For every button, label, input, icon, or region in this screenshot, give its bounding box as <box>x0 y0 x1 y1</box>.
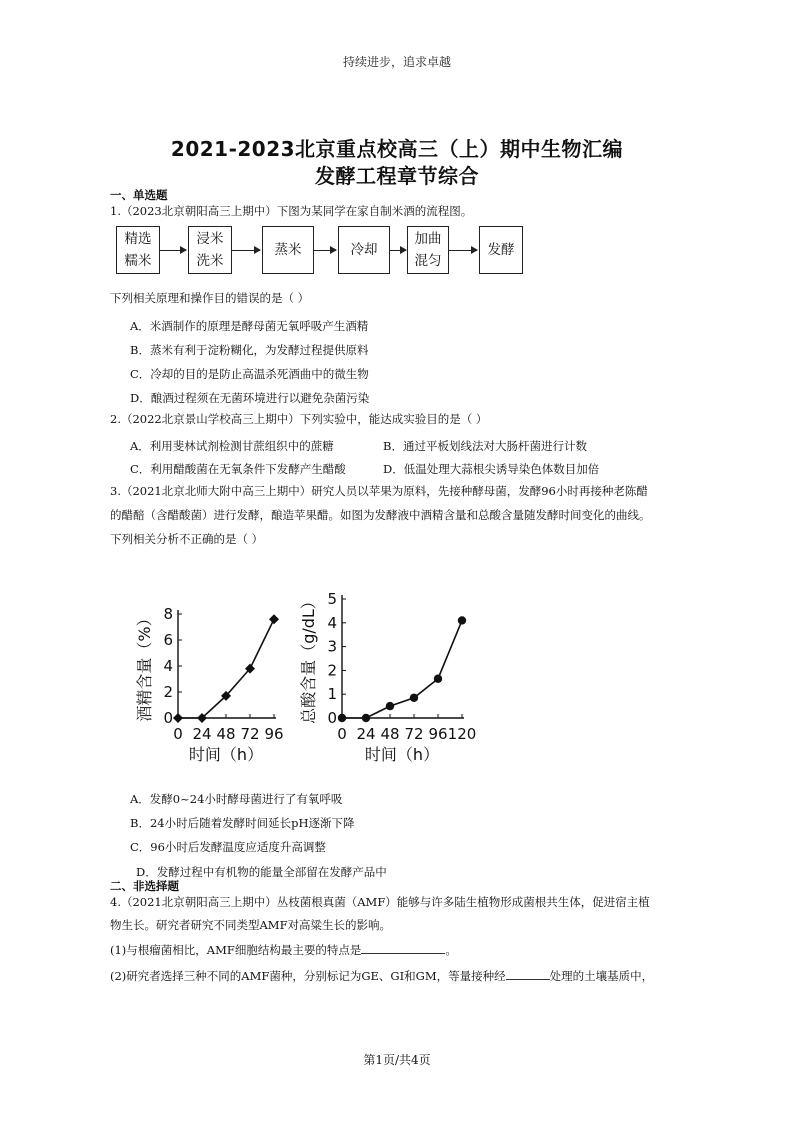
flow-arrow <box>160 250 186 251</box>
q2-option-a: A．利用斐林试剂检测甘蔗组织中的蔗糖 <box>130 439 334 453</box>
data-point <box>386 702 394 710</box>
y-tick-label: 5 <box>327 590 337 608</box>
data-point <box>362 714 370 722</box>
x-tick-label: 96 <box>428 725 448 743</box>
y-tick-label: 0 <box>163 709 173 727</box>
x-axis-label: 时间（h） <box>188 745 264 764</box>
q1-prompt: 下列相关原理和操作目的错误的是（ ） <box>110 291 310 305</box>
y-tick-label: 0 <box>327 709 337 727</box>
flow-box-4: 冷却 <box>338 226 390 274</box>
flow-box-2: 浸米 洗米 <box>188 226 232 274</box>
y-tick-label: 4 <box>163 657 173 675</box>
x-tick-label: 24 <box>356 725 376 743</box>
q4-sub2: (2)研究者选择三种不同的AMF菌种，分别标记为GE、GI和GM，等量接种经 处理的土壤基质中， <box>110 969 654 983</box>
x-tick-label: 0 <box>337 725 347 743</box>
flow-box-1: 精选 糯米 <box>116 226 160 274</box>
flow-box-3: 蒸米 <box>262 226 314 274</box>
q1-option-d: D．酿酒过程须在无菌环境进行以避免杂菌污染 <box>130 391 370 405</box>
y-tick-label: 6 <box>163 631 173 649</box>
page-header: 持续进步，追求卓越 <box>342 55 451 69</box>
y-axis-label: 酒精含量（%） <box>135 610 154 722</box>
q1-stem: 1.（2023北京朝阳高三上期中）下图为某同学在家自制米酒的流程图。 <box>110 204 473 218</box>
x-tick-label: 48 <box>216 725 236 743</box>
doc-subtitle: 发酵工程章节综合 <box>315 164 479 188</box>
x-tick-label: 120 <box>447 725 477 743</box>
section-non-choice: 二、非选择题 <box>110 879 179 893</box>
y-tick-label: 3 <box>327 637 337 656</box>
x-tick-label: 24 <box>192 725 212 743</box>
x-tick-label: 72 <box>240 725 260 743</box>
q2-option-b: B．通过平板划线法对大肠杆菌进行计数 <box>383 439 587 453</box>
q2-stem: 2.（2022北京景山学校高三上期中）下列实验中，能达成实验目的是（ ） <box>110 412 488 426</box>
q2-option-d: D．低温处理大蒜根尖诱导染色体数目加倍 <box>383 462 600 476</box>
flow-arrow <box>449 250 477 251</box>
y-tick-label: 2 <box>327 661 337 680</box>
series-line <box>342 620 462 718</box>
answer-blank[interactable] <box>506 967 550 980</box>
q4-sub1: (1)与根瘤菌相比，AMF细胞结构最主要的特点是 。 <box>110 943 457 957</box>
q3-charts <box>130 585 500 775</box>
q3-option-d: D．发酵过程中有机物的能量全部留在发酵产品中 <box>136 865 387 879</box>
x-tick-label: 0 <box>173 725 183 743</box>
flow-box-6: 发酵 <box>479 226 523 274</box>
x-tick-label: 48 <box>380 725 400 743</box>
flow-box-5: 加曲 混匀 <box>407 226 449 274</box>
q1-option-a: A．米酒制作的原理是酵母菌无氧呼吸产生酒精 <box>130 319 369 333</box>
chart-alcohol <box>135 605 284 764</box>
data-point <box>458 616 466 624</box>
x-tick-label: 96 <box>264 725 284 743</box>
data-point <box>410 694 418 702</box>
q1-option-c: C．冷却的目的是防止高温杀死酒曲中的微生物 <box>130 367 369 381</box>
x-tick-label: 72 <box>404 725 424 743</box>
y-tick-label: 4 <box>327 613 337 632</box>
q1-flowchart <box>116 226 656 278</box>
q4-stem-line2: 物生长。研究者研究不同类型AMF对高粱生长的影响。 <box>110 918 392 932</box>
data-point <box>338 714 346 722</box>
section-single-choice: 一、单选题 <box>110 188 168 202</box>
flow-arrow <box>232 250 260 251</box>
x-axis-label: 时间（h） <box>364 745 440 764</box>
flow-arrow <box>314 250 336 251</box>
data-point <box>269 614 279 624</box>
answer-blank[interactable] <box>361 941 445 954</box>
page-footer: 第1页/共4页 <box>363 1053 431 1067</box>
y-tick-label: 2 <box>163 683 173 701</box>
q3-option-b: B．24小时后随着发酵时间延长pH逐渐下降 <box>130 816 355 830</box>
q1-option-b: B．蒸米有利于淀粉糊化，为发酵过程提供原料 <box>130 343 369 357</box>
doc-title: 2021-2023北京重点校高三（上）期中生物汇编 <box>170 137 624 161</box>
y-tick-label: 8 <box>163 605 173 623</box>
data-point <box>434 675 442 683</box>
series-line <box>178 619 274 718</box>
q4-stem-line1: 4.（2021北京朝阳高三上期中）丛枝菌根真菌（AMF）能够与许多陆生植物形成菌根共生体，促进宿主植 <box>110 895 650 909</box>
q3-option-a: A．发酵0~24小时酵母菌进行了有氧呼吸 <box>130 792 343 806</box>
q3-option-c: C．96小时后发酵温度应适度升高调整 <box>130 840 326 854</box>
flow-arrow <box>390 250 406 251</box>
q3-prompt: 下列相关分析不正确的是（ ） <box>110 532 264 546</box>
y-axis-label: 总酸含量（g/dL） <box>299 593 318 724</box>
chart-total-acid <box>299 590 476 764</box>
data-point <box>173 713 183 723</box>
y-tick-label: 1 <box>327 685 337 704</box>
q2-option-c: C．利用醋酸菌在无氧条件下发酵产生醋酸 <box>130 462 346 476</box>
q3-stem-line1: 3.（2021北京北师大附中高三上期中）研究人员以苹果为原料，先接种酵母菌，发酵96小时再接种老陈醋 <box>110 484 648 498</box>
q3-stem-line2: 的醋醅（含醋酸菌）进行发酵，酿造苹果醋。如图为发酵液中酒精含量和总酸含量随发酵时间变化的曲线。 <box>110 508 651 522</box>
